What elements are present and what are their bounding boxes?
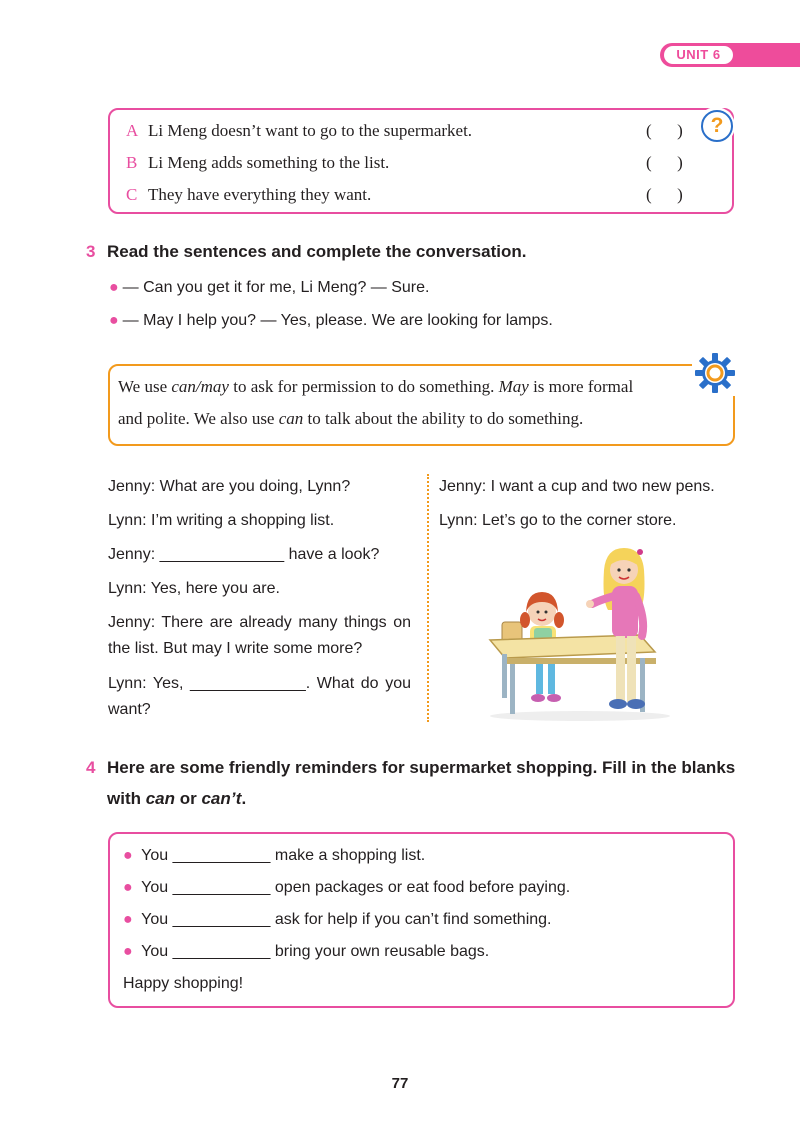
tf-item-c [126, 185, 371, 205]
column-divider [427, 474, 429, 722]
speaker: Jenny: [439, 478, 487, 495]
section-3-title: Read the sentences and complete the conversation. [107, 242, 527, 261]
bullet-icon: ● [109, 279, 119, 296]
speaker: Jenny: [108, 546, 156, 563]
illustration-girls-at-desk [480, 540, 680, 725]
tf-item-b [126, 153, 389, 173]
section-4-number: 4 [86, 758, 96, 777]
dialogue-line: Lynn: Let’s go to the corner store. [439, 512, 677, 529]
bullet-icon: ● [109, 312, 119, 329]
bullet-icon: ● [123, 879, 133, 896]
example-text: — May I help you? — Yes, please. We are looking for lamps. [122, 312, 553, 329]
dialogue-line: Lynn: I’m writing a shopping list. [108, 512, 335, 529]
speaker: Lynn: [108, 580, 147, 597]
dialogue-line: Lynn: Yes, here you are. [108, 580, 280, 597]
question-mark-icon: ? [701, 110, 733, 142]
section-3-number: 3 [86, 242, 96, 261]
tf-letter: B [126, 153, 138, 172]
unit-label: UNIT 6 [664, 46, 733, 64]
speaker: Lynn: [108, 675, 147, 692]
speaker: Jenny: [108, 478, 156, 495]
tf-letter: C [126, 185, 138, 204]
dialogue-line: Jenny: What are you doing, Lynn? [108, 478, 351, 495]
reminder-item[interactable]: ● You ___________ make a shopping list. [123, 847, 426, 864]
bullet-icon: ● [123, 943, 133, 960]
reminder-item[interactable]: ● You ___________ bring your own reusable bags. [123, 943, 490, 960]
tf-letter: A [126, 121, 139, 140]
closing-text: Happy shopping! [123, 975, 244, 992]
speaker: Jenny: [108, 614, 156, 631]
answer-blank-a[interactable]: ( ) [646, 121, 683, 140]
grammar-line-1: We use can/may to ask for permission to do something. May is more formal [118, 377, 634, 396]
section-4-title-line-1: Here are some friendly reminders for supermarket shopping. Fill in the blanks [107, 758, 736, 777]
example-text: — Can you get it for me, Li Meng? — Sure. [122, 279, 430, 296]
bullet-icon: ● [123, 847, 133, 864]
dialogue-line-blank-2[interactable]: Lynn: Yes, _____________. What do you want? [108, 675, 411, 718]
tf-statement: Li Meng doesn’t want to go to the supermarket. [148, 121, 473, 140]
answer-blank-c[interactable]: ( ) [646, 185, 683, 204]
dialogue-line: Jenny: There are already many things on the list. But may I write some more? [108, 614, 411, 657]
dialogue-line-blank-1[interactable]: Jenny: ______________ have a look? [108, 546, 380, 563]
gear-icon [692, 350, 738, 396]
speaker: Lynn: [108, 512, 147, 529]
dialogue-line: Jenny: I want a cup and two new pens. [439, 478, 715, 495]
speaker: Lynn: [439, 512, 478, 529]
example-bullet [109, 279, 429, 297]
page-number: 77 [391, 1075, 409, 1092]
reminder-item[interactable]: ● You ___________ ask for help if you can’t find something. [123, 911, 552, 928]
grammar-line-2: and polite. We also use can to talk about the ability to do something. [118, 409, 584, 428]
reminder-item[interactable]: ● You ___________ open packages or eat food before paying. [123, 879, 571, 896]
section-4-title-line-2: with can or can’t. [107, 789, 247, 808]
tf-item-a [126, 121, 472, 141]
tf-statement: Li Meng adds something to the list. [148, 153, 390, 172]
tf-statement: They have everything they want. [148, 185, 372, 204]
answer-blank-b[interactable]: ( ) [646, 153, 683, 172]
bullet-icon: ● [123, 911, 133, 928]
example-bullet [109, 312, 553, 330]
